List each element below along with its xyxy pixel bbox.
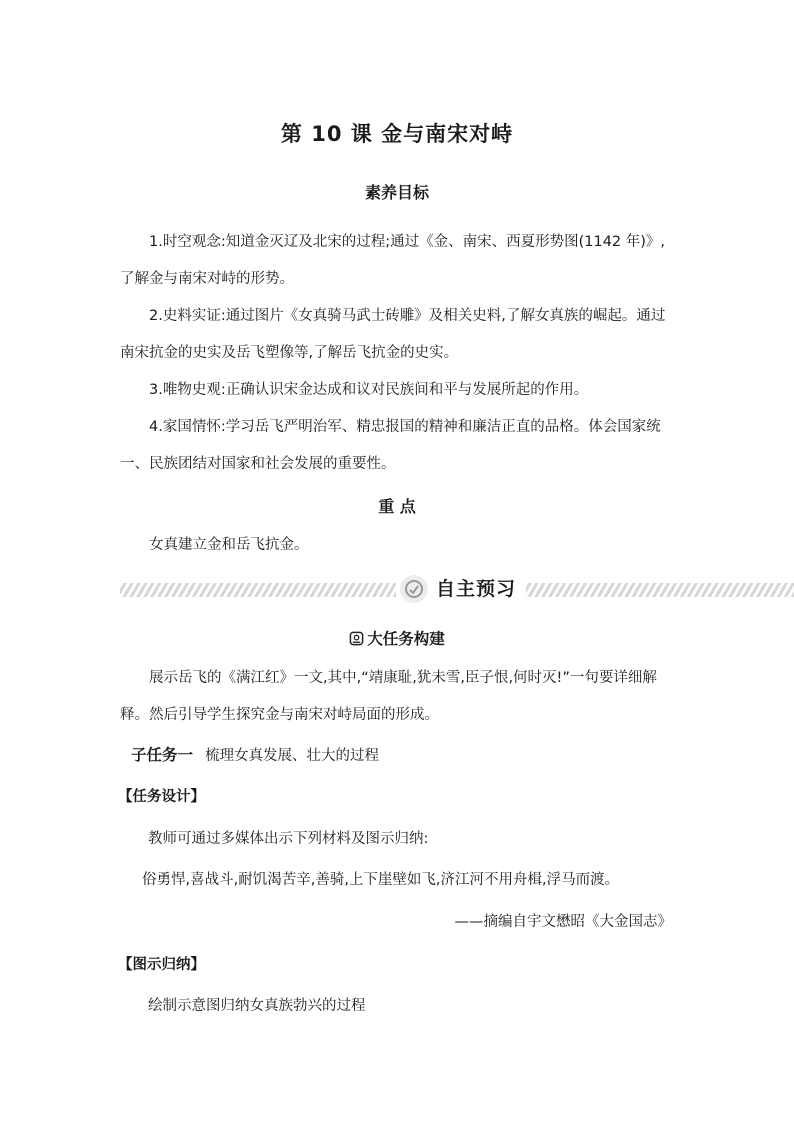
goal-item-2: 2.史料实证:通过图片《女真骑马武士砖雕》及相关史料,了解女真族的崛起。通过南宋抗金的史实及岳飞塑像等,了解岳飞抗金的史实。 <box>120 308 666 361</box>
summary-text: 绘制示意图归纳女真族勃兴的过程 <box>148 998 366 1014</box>
key-points-text: 女真建立金和岳飞抗金。 <box>149 537 309 553</box>
task-heading-row <box>0 627 794 650</box>
source-quote: 俗勇悍,喜战斗,耐饥渴苦辛,善骑,上下崖壁如飞,济江河不用舟楫,浮马而渡。 <box>142 872 620 888</box>
task-design-text: 教师可通过多媒体出示下列材料及图示归纳: <box>148 831 429 847</box>
key-points-heading: 重 点 <box>378 497 416 516</box>
goal-item-3: 3.唯物史观:正确认识宋金达成和议对民族间和平与发展所起的作用。 <box>149 382 589 398</box>
summary-label: 【图示归纳】 <box>118 957 205 973</box>
preview-badge-icon <box>400 575 428 603</box>
task-text: 展示岳飞的《满江红》一文,其中,“靖康耻,犹未雪,臣子恨,何时灭!”一句要详细解释。然后引导学生探究金与南宋对峙局面的形成。 <box>120 670 657 723</box>
banner-rule-right <box>526 583 794 597</box>
quote-source: ——摘编自宇文懋昭《大金国志》 <box>454 914 672 930</box>
goal-item-1: 1.时空观念:知道金灭辽及北宋的过程;通过《金、南宋、西夏形势图(1142 年)》,了解金与南宋对峙的形势。 <box>120 234 666 287</box>
subtask-label: 子任务一 <box>131 746 194 764</box>
task-design-label: 【任务设计】 <box>118 789 205 805</box>
task-heading: 大任务构建 <box>367 630 445 648</box>
goals-heading: 素养目标 <box>364 183 429 202</box>
subtask-text: 梳理女真发展、壮大的过程 <box>205 748 380 764</box>
goal-item-4: 4.家国情怀:学习岳飞严明治军、精忠报国的精神和廉洁正直的品格。体会国家统一、民族团结对国家和社会发展的重要性。 <box>120 419 661 472</box>
lesson-title: 第 10 课 金与南宋对峙 <box>280 122 514 146</box>
subtask-row <box>131 743 379 765</box>
banner-title: 自主预习 <box>436 578 517 600</box>
banner-rule-left <box>120 583 396 597</box>
task-heading-icon <box>349 631 364 650</box>
